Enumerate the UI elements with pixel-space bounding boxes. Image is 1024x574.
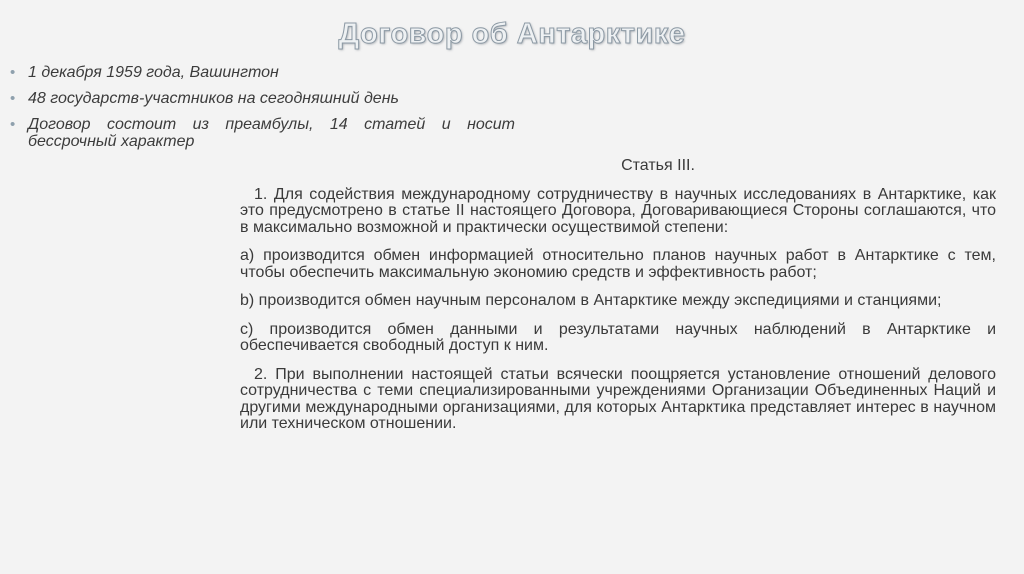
bullet-item <box>10 64 515 81</box>
article-paragraph: c) производится обмен данными и результатами научных наблюдений в Антарктике и обеспечивается свободный доступ к ним. <box>240 320 996 354</box>
article-paragraph: a) производится обмен информацией относительно планов научных работ в Антарктике с тем, чтобы обеспечить максимальную экономию средств и эффективность работ; <box>240 247 996 281</box>
bullet-marker-icon: • <box>10 90 16 107</box>
bullet-text: 1 декабря 1959 года, Вашингтон <box>28 64 279 81</box>
bullet-item <box>10 90 515 107</box>
article-paragraph: b) производится обмен научным персоналом в Антарктике между экспедициями и станциями; <box>240 292 942 309</box>
article-paragraph: 1. Для содействия международному сотрудничеству в научных исследованиях в Антарктике, как это предусмотрено в статье II настоящего Договора, Договаривающиеся Стороны соглашаются, что в максимально возможной и практически осуществимой степени: <box>240 185 996 236</box>
article-heading: Статья III. <box>621 157 695 174</box>
bullet-list <box>10 64 515 159</box>
bullet-text: 48 государств-участников на сегодняшний день <box>28 90 399 107</box>
bullet-marker-icon: • <box>10 64 16 81</box>
slide-title: Договор об Антарктике <box>338 18 686 50</box>
bullet-marker-icon: • <box>10 116 16 133</box>
bullet-item <box>10 116 515 150</box>
bullet-text: Договор состоит из преамбулы, 14 статей и носит бессрочный характер <box>28 116 515 150</box>
article-block <box>240 158 996 445</box>
article-paragraph: 2. При выполнении настоящей статьи всячески поощряется установление отношений делового сотрудничества с теми специализированными учреждениями Организации Объединенных Наций и другими международными организациями, для которых Антарктика представляет интерес в научном или техническом отношении. <box>240 365 996 432</box>
